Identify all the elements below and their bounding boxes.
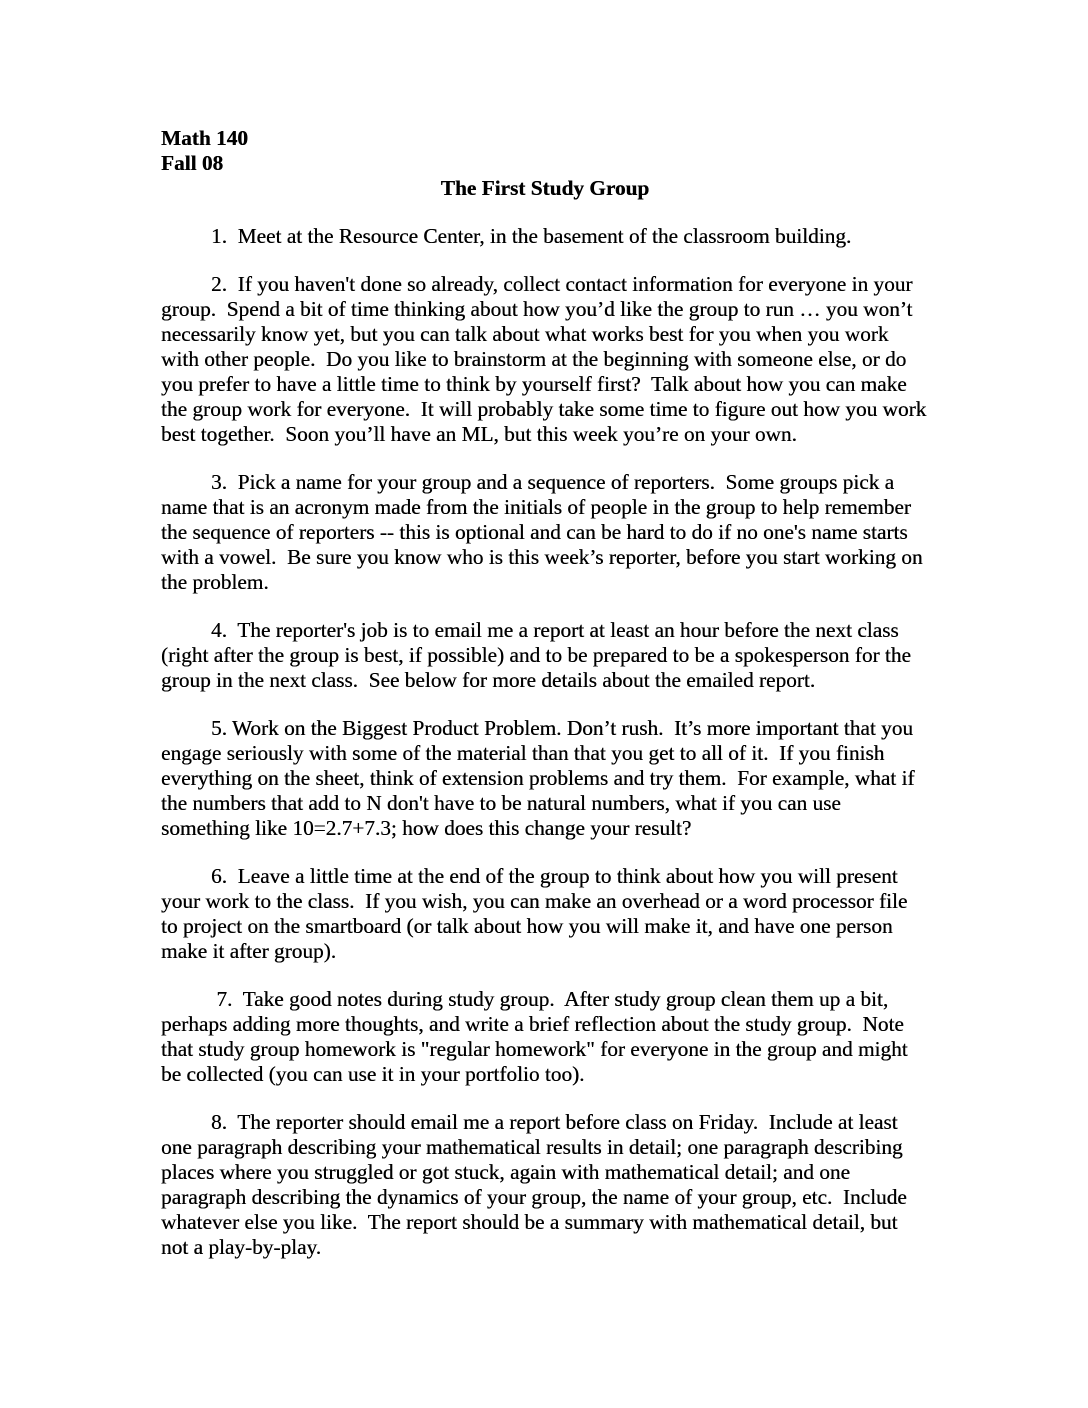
paragraph-8: 8. The reporter should email me a report before class on Friday. Include at least one paragraph describing your mathematical results in detail; one paragraph describing places where you struggled or got stuck, again with mathematical detail; and one paragraph describing the dynamics of your group, the name of your group, etc. Include whatever else you like. The report should be a summary with mathematical detail, but not a play-by-play. bbox=[161, 1110, 913, 1259]
paragraph-5: 5. Work on the Biggest Product Problem. Don’t rush. It’s more important that you engage seriously with some of the material than that you get to all of it. If you finish everything on the sheet, think of extension problems and try them. For example, what if the numbers that add to N don't have to be natural numbers, what if you can use something like 10=2.7+7.3; how does this change your result? bbox=[161, 716, 920, 840]
paragraph-6: 6. Leave a little time at the end of the group to think about how you will present your work to the class. If you wish, you can make an overhead or a word processor file to project on the smartboard (or talk about how you will make it, and have one person make it after group). bbox=[161, 864, 913, 963]
course-label: Math 140 bbox=[161, 126, 248, 150]
paragraph-2: 2. If you haven't done so already, collect contact information for everyone in your group. Spend a bit of time thinking about how you’d like the group to run … you won’t necessarily know yet, but you can talk about what works best for you when you work with other people. Do you like to brainstorm at the beginning with someone else, or do you prefer to have a little time to think by yourself first? Talk about how you can make the group work for everyone. It will probably take some time to figure out how you work best together. Soon you’ll have an ML, but this week you’re on your own. bbox=[161, 272, 932, 446]
term-label: Fall 08 bbox=[161, 151, 224, 175]
document-title: The First Study Group bbox=[440, 176, 650, 200]
paragraph-1: 1. Meet at the Resource Center, in the basement of the classroom building. bbox=[211, 224, 852, 248]
paragraph-7: 7. Take good notes during study group. After study group clean them up a bit, perhaps adding more thoughts, and write a brief reflection about the study group. Note that study group homework is "regular homework" for everyone in the group and might be collected (you can use it in your portfolio too). bbox=[161, 987, 913, 1086]
paragraph-3: 3. Pick a name for your group and a sequence of reporters. Some groups pick a name that is an acronym made from the initials of people in the group to help remember the sequence of reporters -- this is optional and can be hard to do if no one's name starts with a vowel. Be sure you know who is this week’s reporter, before you start working on the problem. bbox=[161, 470, 928, 594]
document-content bbox=[161, 126, 932, 1260]
paragraph-4: 4. The reporter's job is to email me a report at least an hour before the next class (right after the group is best, if possible) and to be prepared to be a spokesperson for the group in the next class. See below for more details about the emailed report. bbox=[161, 618, 917, 692]
